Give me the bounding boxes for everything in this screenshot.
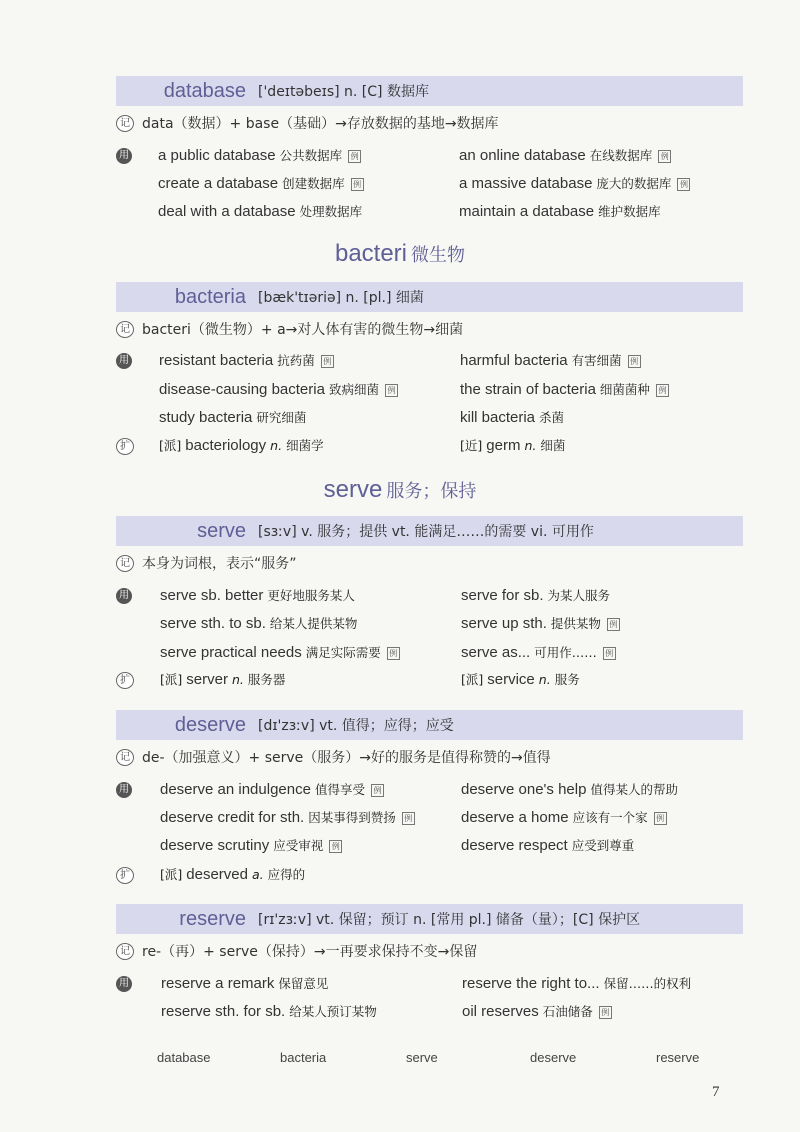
extension-right: [派] service n. 服务 <box>461 671 580 688</box>
phrase: serve sb. better 更好地服务某人 <box>160 587 355 604</box>
memory-row <box>116 552 297 574</box>
memory-text: 本身为词根，表示“服务” <box>142 556 297 572</box>
phrase: reserve the right to... 保留……的权利 <box>462 975 692 992</box>
phrase: serve practical needs 满足实际需要 例 <box>160 643 400 661</box>
footer-word: serve <box>406 1050 438 1065</box>
memory-badge-icon: 记 <box>116 555 134 572</box>
memory-badge-icon: 记 <box>116 321 134 338</box>
usage-row <box>116 779 140 801</box>
example-icon: 例 <box>658 150 671 163</box>
extension-row <box>116 864 142 886</box>
definition: ['deɪtəbeɪs] n. [C] 数据库 <box>258 84 429 100</box>
phrase: maintain a database 维护数据库 <box>459 203 661 220</box>
memory-text: bacteri（微生物）+ a→对人体有害的微生物→细菌 <box>142 322 464 338</box>
phrase: deserve credit for sth. 因某事得到赞扬 例 <box>160 808 415 826</box>
phrase: serve as... 可用作…… 例 <box>461 643 616 661</box>
usage-badge-icon: 用 <box>116 976 132 992</box>
footer-word: database <box>157 1050 211 1065</box>
phrase: reserve sth. for sb. 给某人预订某物 <box>161 1003 377 1020</box>
extension-left: [派] bacteriology n. 细菌学 <box>159 437 324 454</box>
phrase: deserve scrutiny 应受审视 例 <box>160 836 342 854</box>
memory-text: de-（加强意义）+ serve（服务）→好的服务是值得称赞的→值得 <box>142 750 551 766</box>
phrase: serve up sth. 提供某物 例 <box>461 614 620 632</box>
definition: [sɜːv] v. 服务；提供 vt. 能满足……的需要 vi. 可用作 <box>258 524 594 540</box>
phrase: resistant bacteria 抗药菌 例 <box>159 351 334 369</box>
section-title-serve: serve 服务；保持 <box>323 476 477 503</box>
example-icon: 例 <box>371 784 384 797</box>
phrase: harmful bacteria 有害细菌 例 <box>460 351 641 369</box>
memory-row <box>116 318 463 340</box>
entry-header-bacteria <box>116 282 743 312</box>
headword: serve <box>197 519 246 542</box>
phrase: deserve an indulgence 值得享受 例 <box>160 780 384 798</box>
memory-badge-icon: 记 <box>116 115 134 132</box>
headword: database <box>163 79 246 102</box>
phrase: a massive database 庞大的数据库 例 <box>459 174 690 192</box>
extension-badge-icon: 扩 <box>116 438 134 455</box>
example-icon: 例 <box>402 812 415 825</box>
usage-row <box>116 350 140 372</box>
extension-left: [派] server n. 服务器 <box>160 671 286 688</box>
headword: bacteria <box>174 285 246 308</box>
phrase: create a database 创建数据库 例 <box>158 174 364 192</box>
definition: [dɪ'zɜːv] vt. 值得；应得；应受 <box>258 718 454 734</box>
memory-row <box>116 112 499 134</box>
example-icon: 例 <box>599 1006 612 1019</box>
phrase: deserve one's help 值得某人的帮助 <box>461 781 678 798</box>
definition: [bæk'tɪəriə] n. [pl.] 细菌 <box>258 290 424 306</box>
example-icon: 例 <box>607 618 620 631</box>
extension-right: [近] germ n. 细菌 <box>460 437 566 454</box>
usage-row <box>116 973 140 995</box>
example-icon: 例 <box>348 150 361 163</box>
memory-badge-icon: 记 <box>116 749 134 766</box>
usage-badge-icon: 用 <box>116 588 132 604</box>
example-icon: 例 <box>628 355 641 368</box>
phrase: kill bacteria 杀菌 <box>460 409 565 426</box>
footer-word: reserve <box>656 1050 700 1065</box>
headword: deserve <box>174 713 246 736</box>
example-icon: 例 <box>321 355 334 368</box>
phrase: an online database 在线数据库 例 <box>459 146 671 164</box>
phrase: disease-causing bacteria 致病细菌 例 <box>159 380 398 398</box>
memory-text: re-（再）+ serve（保持）→一再要求保持不变→保留 <box>142 944 478 960</box>
phrase: deal with a database 处理数据库 <box>158 203 363 220</box>
usage-badge-icon: 用 <box>116 148 132 164</box>
phrase: deserve a home 应该有一个家 例 <box>461 808 667 826</box>
memory-badge-icon: 记 <box>116 943 134 960</box>
extension-left: [派] deserved a. 应得的 <box>160 866 306 883</box>
example-icon: 例 <box>677 178 690 191</box>
definition: [rɪ'zɜːv] vt. 保留；预订 n. [常用 pl.] 储备（量）；[C] 保护区 <box>258 912 641 928</box>
entry-header-reserve <box>116 904 743 934</box>
entry-header-deserve <box>116 710 743 740</box>
headword: reserve <box>179 907 246 930</box>
footer-word: deserve <box>530 1050 577 1065</box>
phrase: a public database 公共数据库 例 <box>158 146 361 164</box>
example-icon: 例 <box>387 647 400 660</box>
memory-text: data（数据）+ base（基础）→存放数据的基地→数据库 <box>142 116 499 132</box>
usage-badge-icon: 用 <box>116 353 132 369</box>
page-number: 7 <box>712 1084 720 1100</box>
extension-badge-icon: 扩 <box>116 672 134 689</box>
phrase: study bacteria 研究细菌 <box>159 409 307 426</box>
phrase: serve sth. to sb. 给某人提供某物 <box>160 615 358 632</box>
section-title-bacteri: bacteri 微生物 <box>334 240 466 267</box>
entry-header-database <box>116 76 743 106</box>
entry-header-serve <box>116 516 743 546</box>
phrase: the strain of bacteria 细菌菌种 例 <box>460 380 669 398</box>
usage-badge-icon: 用 <box>116 782 132 798</box>
extension-row <box>116 669 142 691</box>
example-icon: 例 <box>654 812 667 825</box>
memory-row <box>116 746 551 768</box>
example-icon: 例 <box>329 840 342 853</box>
phrase: serve for sb. 为某人服务 <box>461 587 611 604</box>
example-icon: 例 <box>385 384 398 397</box>
example-icon: 例 <box>656 384 669 397</box>
example-icon: 例 <box>603 647 616 660</box>
phrase: oil reserves 石油储备 例 <box>462 1002 612 1020</box>
example-icon: 例 <box>351 178 364 191</box>
phrase: reserve a remark 保留意见 <box>161 975 329 992</box>
extension-badge-icon: 扩 <box>116 867 134 884</box>
usage-row <box>116 585 140 607</box>
extension-row <box>116 435 142 457</box>
phrase: deserve respect 应受到尊重 <box>461 837 635 854</box>
footer-word: bacteria <box>280 1050 327 1065</box>
memory-row <box>116 940 477 962</box>
usage-row <box>116 145 140 167</box>
